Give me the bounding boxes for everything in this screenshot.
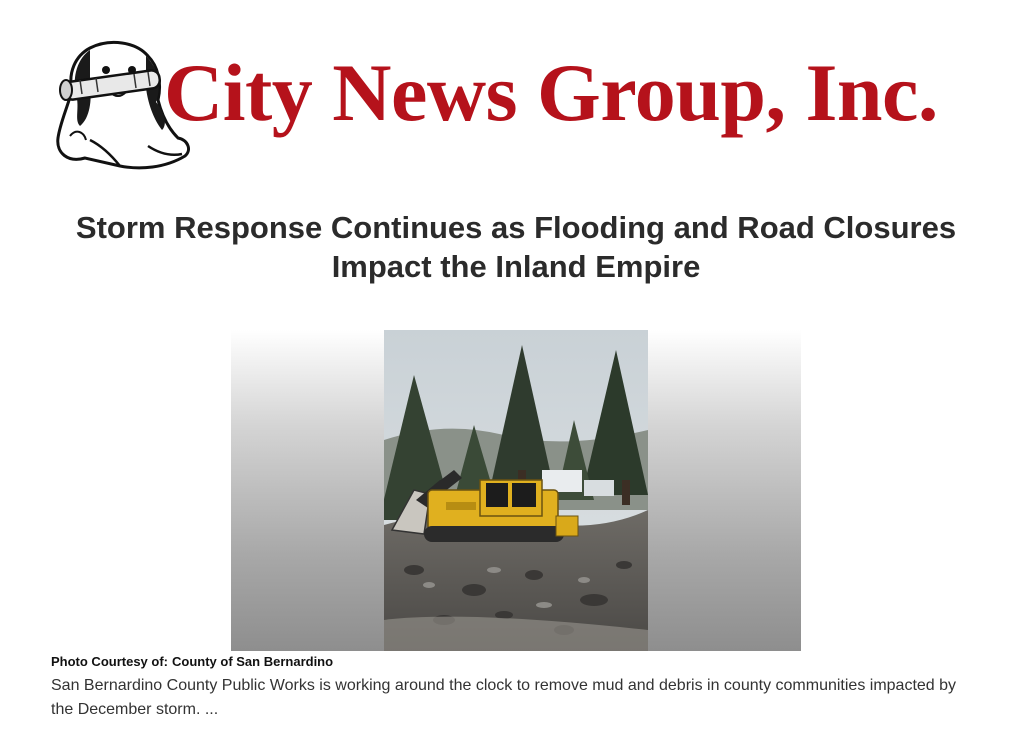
- article-photo-frame: [231, 330, 801, 651]
- article-headline[interactable]: Storm Response Continues as Flooding and Road Closures Impact the Inland Empire: [75, 210, 957, 284]
- photo-credit: [51, 654, 333, 669]
- article-summary: San Bernardino County Public Works is working around the clock to remove mud and debris in county communities impacted by the December storm. ...: [51, 677, 957, 718]
- masthead: [50, 28, 980, 176]
- brand-name[interactable]: City News Group, Inc.: [164, 47, 938, 138]
- bulldozer-clearing-mud-photo[interactable]: [384, 330, 648, 651]
- photo-credit-label: Photo Courtesy of:: [51, 654, 168, 669]
- photo-credit-source: County of San Bernardino: [172, 654, 334, 669]
